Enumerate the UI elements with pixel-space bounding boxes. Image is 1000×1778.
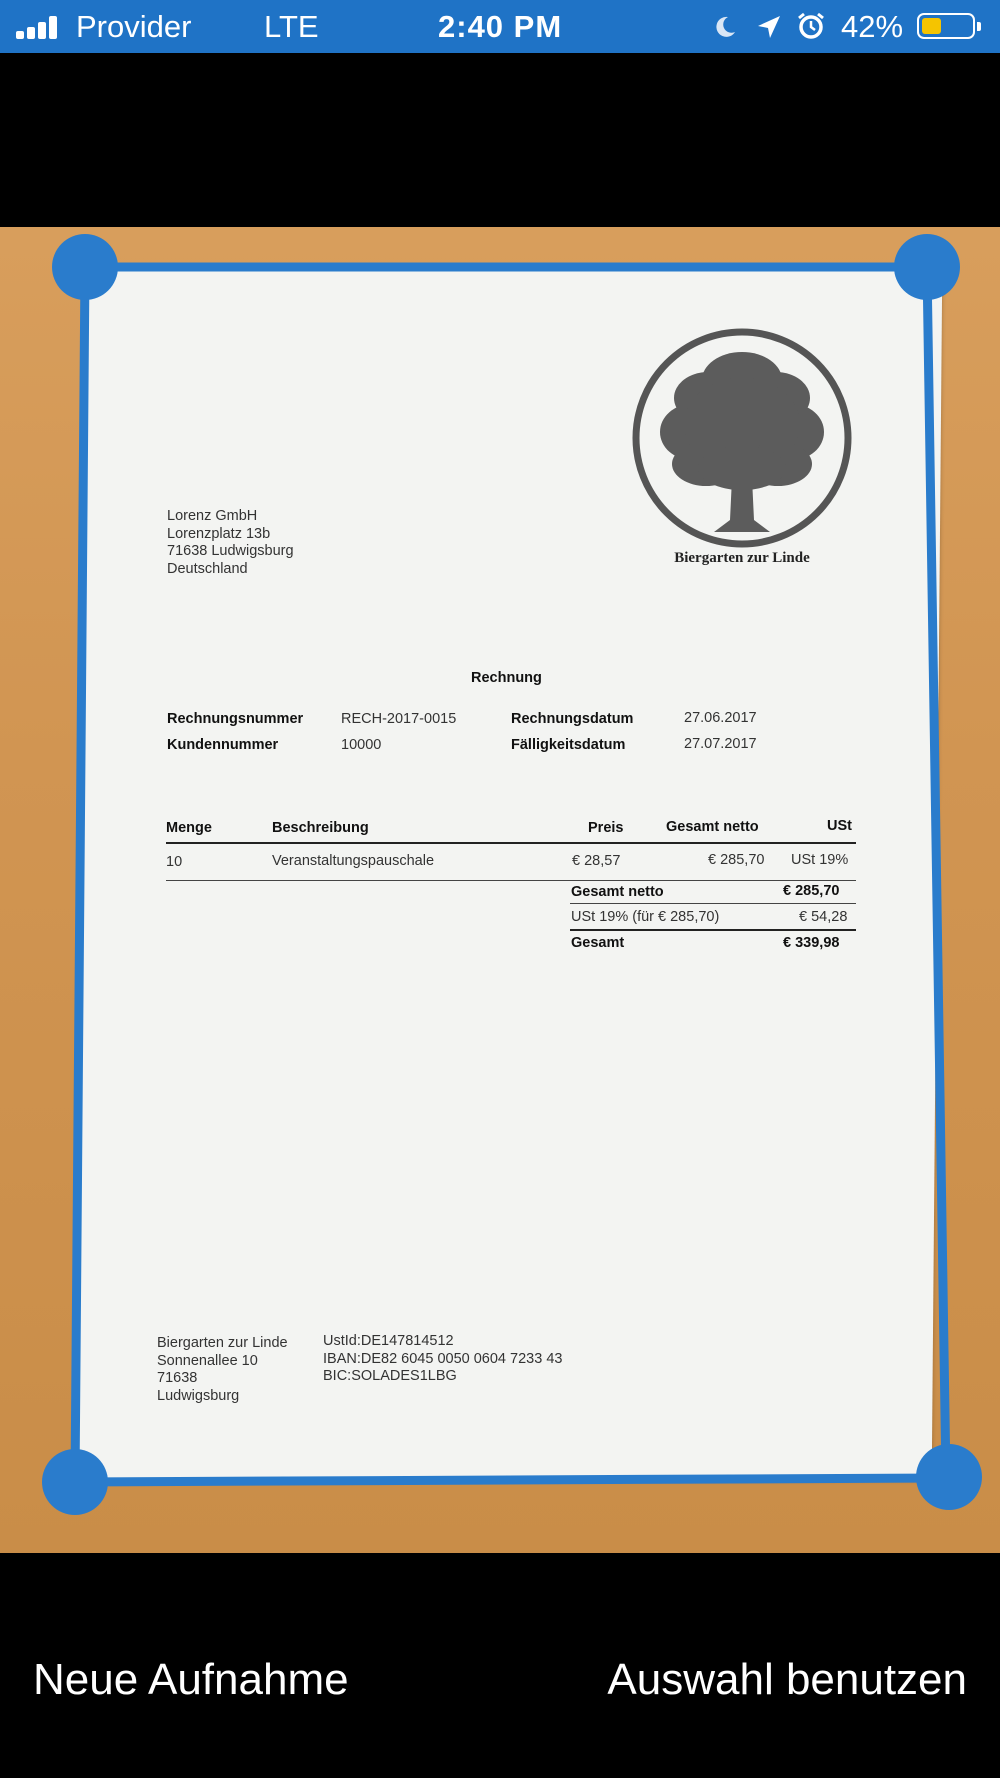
alarm-icon xyxy=(796,11,826,41)
footer-tax-id: UstId:DE147814512 xyxy=(323,1333,454,1349)
row-vat: USt 19% xyxy=(791,852,849,868)
footer-line: Sonnenallee 10 xyxy=(157,1352,258,1369)
clock: 2:40 PM xyxy=(438,9,563,44)
invoice-date: 27.06.2017 xyxy=(684,710,757,726)
col-header-description: Beschreibung xyxy=(272,820,369,836)
carrier-label: Provider xyxy=(76,9,192,44)
recipient-address xyxy=(167,508,294,578)
footer-iban: IBAN:DE82 6045 0050 0604 7233 43 xyxy=(323,1350,563,1367)
crop-handle-top-left[interactable] xyxy=(52,234,118,300)
row-description: Veranstaltungspauschale xyxy=(272,853,435,869)
document-title: Rechnung xyxy=(471,670,542,686)
crop-handle-bottom-left[interactable] xyxy=(42,1449,108,1515)
col-header-total-net: Gesamt netto xyxy=(666,819,759,835)
battery-percent: 42% xyxy=(841,9,904,44)
customer-number-label: Kundennummer xyxy=(167,737,279,753)
footer-line: Ludwigsburg xyxy=(157,1387,240,1404)
tree-logo-icon xyxy=(628,328,856,568)
due-date: 27.07.2017 xyxy=(684,736,757,752)
footer-company xyxy=(157,1335,288,1405)
network-label: LTE xyxy=(264,9,319,44)
col-header-qty: Menge xyxy=(166,820,212,836)
invoice-number: RECH-2017-0015 xyxy=(341,711,457,727)
due-date-label: Fälligkeitsdatum xyxy=(511,737,626,753)
customer-number: 10000 xyxy=(341,737,382,753)
signal-icon xyxy=(16,15,64,39)
footer-line: 71638 xyxy=(157,1370,198,1386)
grand-total-label: Gesamt xyxy=(571,935,625,951)
recipient-line: 71638 Ludwigsburg xyxy=(167,543,294,559)
recipient-line: Lorenzplatz 13b xyxy=(167,525,271,542)
row-qty: 10 xyxy=(166,854,183,870)
table-row-rule xyxy=(166,880,856,881)
crop-handle-top-right[interactable] xyxy=(894,234,960,300)
row-price: € 28,57 xyxy=(572,853,621,869)
vat-total-value: € 54,28 xyxy=(799,909,848,925)
recipient-line: Lorenz GmbH xyxy=(167,508,258,524)
footer-bic: BIC:SOLADES1LBG xyxy=(323,1368,457,1384)
net-total-value: € 285,70 xyxy=(783,883,840,899)
totals-rule xyxy=(570,903,856,904)
moon-icon xyxy=(712,14,738,40)
use-selection-button[interactable]: Auswahl benutzen xyxy=(607,1655,967,1704)
invoice-number-label: Rechnungsnummer xyxy=(167,711,304,727)
net-total-label: Gesamt netto xyxy=(571,884,664,900)
table-header-rule xyxy=(166,842,856,844)
recipient-line: Deutschland xyxy=(167,560,248,577)
row-total-net: € 285,70 xyxy=(708,852,765,868)
footer-line: Biergarten zur Linde xyxy=(157,1335,288,1351)
location-arrow-icon xyxy=(755,13,783,41)
invoice-date-label: Rechnungsdatum xyxy=(511,711,634,727)
status-bar xyxy=(0,0,1000,53)
grand-total-value: € 339,98 xyxy=(783,935,840,951)
col-header-vat: USt xyxy=(827,818,852,834)
logo-caption: Biergarten zur Linde xyxy=(674,550,810,566)
battery-icon xyxy=(917,13,975,39)
crop-handle-bottom-right[interactable] xyxy=(916,1444,982,1510)
grand-total-rule xyxy=(570,929,856,931)
col-header-price: Preis xyxy=(588,820,624,836)
vat-total-label: USt 19% (für € 285,70) xyxy=(571,909,720,925)
retake-button[interactable]: Neue Aufnahme xyxy=(33,1655,349,1704)
footer-bank xyxy=(323,1333,562,1386)
